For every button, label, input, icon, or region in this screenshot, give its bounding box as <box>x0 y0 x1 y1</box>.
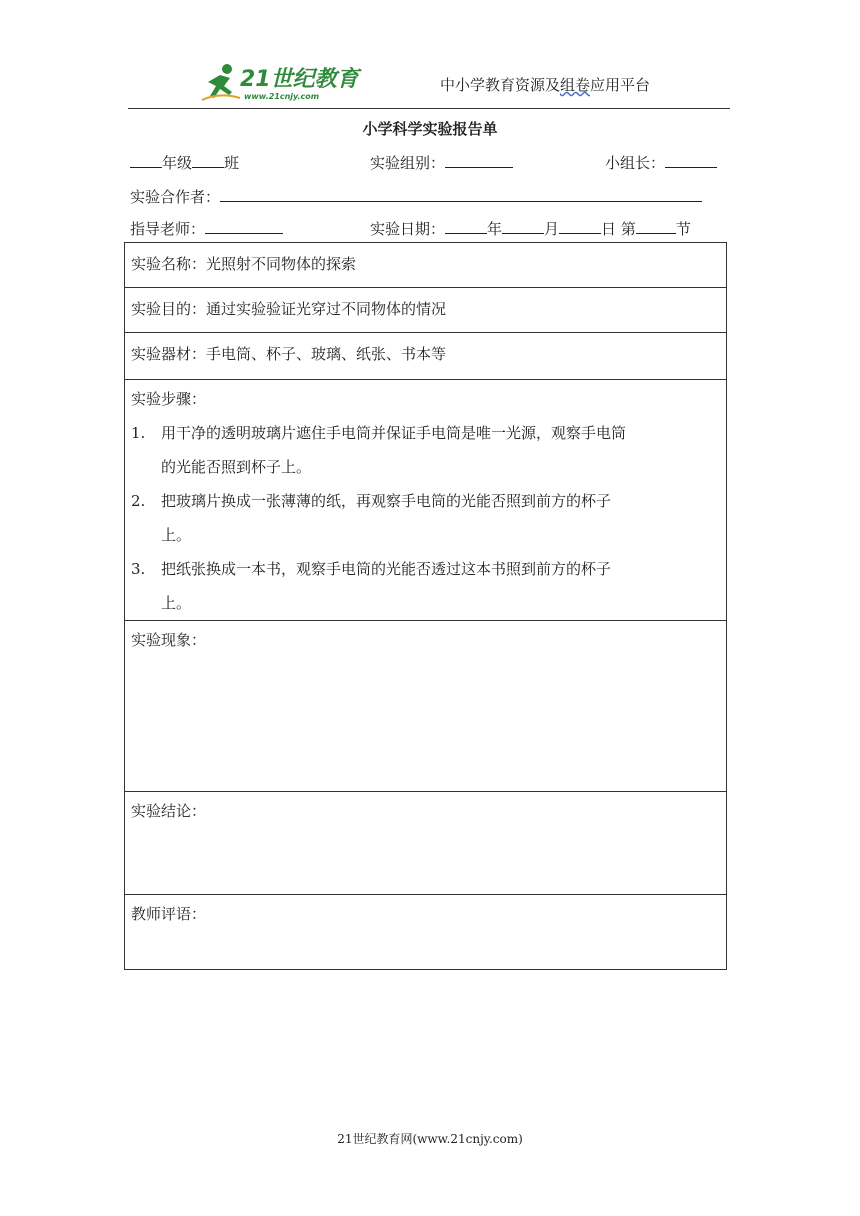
step-line: 的光能否照到杯子上。 <box>161 458 312 476</box>
day-blank[interactable] <box>559 218 601 234</box>
step-text <box>161 484 720 552</box>
grade-class-line <box>130 152 239 173</box>
report-table <box>124 242 727 970</box>
month-blank[interactable] <box>502 218 544 234</box>
grade-label: 年级 <box>162 154 193 172</box>
runner-logo-icon <box>200 62 242 102</box>
lesson-blank[interactable] <box>636 218 676 234</box>
experiment-purpose: 实验目的：通过实验验证光穿过不同物体的情况 <box>125 288 727 333</box>
group-label: 实验组别： <box>370 154 446 172</box>
lesson-suffix: 节 <box>675 220 691 238</box>
platform-name <box>440 74 650 95</box>
comment-row <box>125 895 727 970</box>
logo <box>200 62 370 104</box>
partner-label: 实验合作者： <box>130 188 221 206</box>
name-row <box>125 243 727 288</box>
month-label: 月 <box>544 220 560 238</box>
group-line <box>370 152 513 173</box>
purpose-row <box>125 288 727 333</box>
step-item <box>131 484 720 552</box>
step-line: 用干净的透明玻璃片遮住手电筒并保证手电筒是唯一光源，观察手电筒 <box>161 424 627 442</box>
conclusion-row <box>125 792 727 895</box>
logo-brand: 21世纪教育 <box>240 67 359 92</box>
step-line: 把玻璃片换成一张薄薄的纸，再观察手电筒的光能否照到前方的杯子 <box>161 492 612 510</box>
steps-row <box>125 380 727 621</box>
conclusion-cell[interactable] <box>125 792 727 895</box>
leader-blank[interactable] <box>665 152 717 168</box>
step-number: 1. <box>131 424 146 442</box>
teacher-blank[interactable] <box>205 218 283 234</box>
teacher-line <box>130 218 283 239</box>
platform-underlined: 组卷 <box>559 76 590 94</box>
phenomenon-cell[interactable] <box>125 621 727 792</box>
step-text <box>161 552 720 620</box>
group-blank[interactable] <box>445 152 513 168</box>
phenomenon-label: 实验现象： <box>131 631 207 649</box>
step-item <box>131 552 720 620</box>
step-line: 上。 <box>161 594 192 612</box>
equipment-row <box>125 333 727 380</box>
lesson-prefix: 第 <box>620 220 636 238</box>
date-line <box>370 218 691 239</box>
experiment-equipment: 实验器材：手电筒、杯子、玻璃、纸张、书本等 <box>125 333 727 380</box>
step-text <box>161 416 720 484</box>
page-footer: 21世纪教育网(www.21cnjy.com) <box>337 1132 523 1146</box>
platform-suffix: 应用平台 <box>589 76 650 94</box>
page-header <box>128 58 730 109</box>
steps-cell <box>125 380 727 621</box>
platform-prefix: 中小学教育资源及 <box>439 76 560 94</box>
step-number: 3. <box>131 560 146 578</box>
grade-blank[interactable] <box>130 152 162 168</box>
experiment-name: 实验名称：光照射不同物体的探索 <box>125 243 727 288</box>
comment-cell[interactable] <box>125 895 727 970</box>
step-item <box>131 416 720 484</box>
class-label: 班 <box>224 154 240 172</box>
step-line: 上。 <box>161 526 192 544</box>
step-number: 2. <box>131 492 146 510</box>
day-label: 日 <box>601 220 617 238</box>
date-label: 实验日期： <box>370 220 446 238</box>
leader-line <box>605 152 717 173</box>
page-title: 小学科学实验报告单 <box>362 120 498 138</box>
phenomenon-row <box>125 621 727 792</box>
comment-label: 教师评语： <box>131 905 207 923</box>
step-line: 把纸张换成一本书，观察手电筒的光能否透过这本书照到前方的杯子 <box>161 560 612 578</box>
partner-line <box>130 186 702 207</box>
year-label: 年 <box>487 220 503 238</box>
year-blank[interactable] <box>445 218 487 234</box>
conclusion-label: 实验结论： <box>131 802 207 820</box>
partner-blank[interactable] <box>220 186 702 202</box>
logo-url: www.21cnjy.com <box>244 92 320 101</box>
leader-label: 小组长： <box>605 154 666 172</box>
teacher-label: 指导老师： <box>130 220 206 238</box>
class-blank[interactable] <box>192 152 224 168</box>
steps-label: 实验步骤： <box>131 390 207 408</box>
